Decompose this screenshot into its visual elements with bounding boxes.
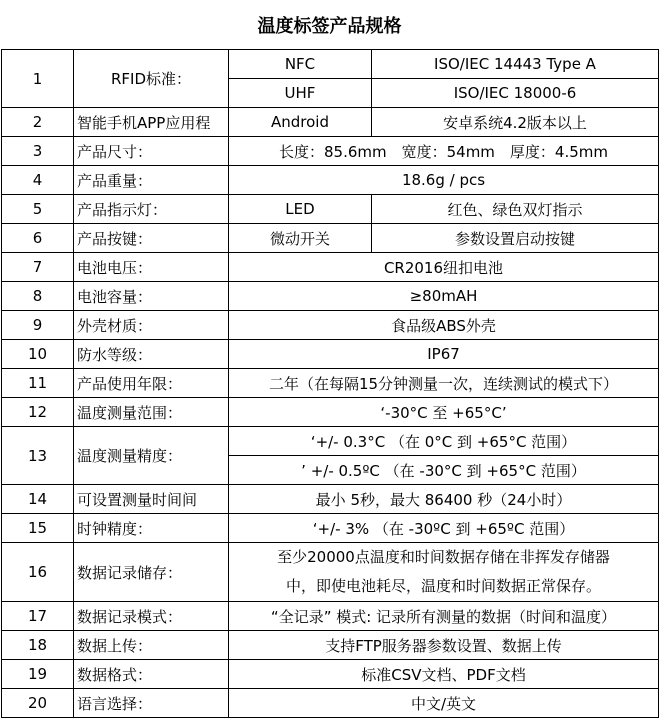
row-number: 7 — [2, 253, 74, 282]
row-label: 防水等级： — [74, 340, 229, 369]
row-type: NFC — [229, 50, 372, 79]
row-label: 产品按键： — [74, 224, 229, 253]
row-value: ‘-30°C 至 +65°C’ — [229, 398, 659, 427]
row-value: 18.6g / pcs — [229, 166, 659, 195]
row-label: 外壳材质： — [74, 311, 229, 340]
table-row — [2, 369, 659, 398]
row-number: 19 — [2, 660, 74, 689]
row-label: 温度测量范围： — [74, 398, 229, 427]
row-value: 二年（在每隔15分钟测量一次，连续测试的模式下） — [229, 369, 659, 398]
row-number: 16 — [2, 543, 74, 602]
table-row — [2, 514, 659, 543]
row-value: IP67 — [229, 340, 659, 369]
row-number: 1 — [2, 50, 74, 108]
table-row — [2, 602, 659, 631]
row-value: “全记录” 模式: 记录所有测量的数据（时间和温度） — [229, 602, 659, 631]
table-row — [2, 50, 659, 79]
row-value: 安卓系统4.2版本以上 — [372, 108, 659, 137]
row-value: 最小 5秒，最大 86400 秒（24小时） — [229, 485, 659, 514]
table-row — [2, 340, 659, 369]
row-label: 智能手机APP应用程 — [74, 108, 229, 137]
row-value-line: 至少20000点温度和时间数据存储在非挥发存储器 — [277, 548, 610, 566]
table-row — [2, 485, 659, 514]
row-value: 红色、绿色双灯指示 — [372, 195, 659, 224]
row-value: 支持FTP服务器参数设置、数据上传 — [229, 631, 659, 660]
row-value: 参数设置启动按键 — [372, 224, 659, 253]
row-value: CR2016纽扣电池 — [229, 253, 659, 282]
row-value — [229, 543, 659, 602]
row-type: 微动开关 — [229, 224, 372, 253]
table-row — [2, 543, 659, 602]
row-label: 电池电压： — [74, 253, 229, 282]
table-row — [2, 253, 659, 282]
row-label: 语言选择： — [74, 689, 229, 718]
spec-table — [1, 49, 659, 718]
row-label: RFID标准： — [74, 50, 229, 108]
row-number: 6 — [2, 224, 74, 253]
row-value: 中文/英文 — [229, 689, 659, 718]
row-type: UHF — [229, 79, 372, 108]
row-label: 产品尺寸： — [74, 137, 229, 166]
row-label: 产品使用年限： — [74, 369, 229, 398]
table-row — [2, 311, 659, 340]
row-value: ’ +/- 0.5ºC （在 -30°C 到 +65°C 范围） — [229, 456, 659, 485]
row-value: 长度：85.6mm 宽度：54mm 厚度：4.5mm — [229, 137, 659, 166]
row-label: 可设置测量时间间 — [74, 485, 229, 514]
row-number: 14 — [2, 485, 74, 514]
row-value: ISO/IEC 18000-6 — [372, 79, 659, 108]
row-number: 3 — [2, 137, 74, 166]
row-number: 10 — [2, 340, 74, 369]
row-number: 8 — [2, 282, 74, 311]
table-row — [2, 282, 659, 311]
row-value: 标准CSV文档、PDF文档 — [229, 660, 659, 689]
row-number: 11 — [2, 369, 74, 398]
row-number: 12 — [2, 398, 74, 427]
row-label: 时钟精度： — [74, 514, 229, 543]
table-row — [2, 427, 659, 456]
row-label: 温度测量精度： — [74, 427, 229, 485]
row-number: 2 — [2, 108, 74, 137]
row-number: 4 — [2, 166, 74, 195]
table-row — [2, 660, 659, 689]
row-label: 电池容量： — [74, 282, 229, 311]
row-label: 产品重量： — [74, 166, 229, 195]
row-label: 产品指示灯： — [74, 195, 229, 224]
row-number: 9 — [2, 311, 74, 340]
table-row — [2, 108, 659, 137]
table-row — [2, 137, 659, 166]
table-row — [2, 224, 659, 253]
table-row — [2, 166, 659, 195]
row-number: 13 — [2, 427, 74, 485]
row-number: 18 — [2, 631, 74, 660]
table-row — [2, 398, 659, 427]
page-title: 温度标签产品规格 — [257, 16, 402, 37]
row-value: 食品级ABS外壳 — [229, 311, 659, 340]
row-label: 数据格式： — [74, 660, 229, 689]
row-number: 15 — [2, 514, 74, 543]
table-row — [2, 195, 659, 224]
row-number: 5 — [2, 195, 74, 224]
row-type: Android — [229, 108, 372, 137]
row-value: ISO/IEC 14443 Type A — [372, 50, 659, 79]
row-label: 数据记录储存： — [74, 543, 229, 602]
row-value: ‘+/- 0.3°C （在 0°C 到 +65°C 范围） — [229, 427, 659, 456]
row-number: 17 — [2, 602, 74, 631]
row-value: ≥80mAH — [229, 282, 659, 311]
row-value: ‘+/- 3% （在 -30ºC 到 +65ºC 范围） — [229, 514, 659, 543]
table-row — [2, 631, 659, 660]
row-type: LED — [229, 195, 372, 224]
row-number: 20 — [2, 689, 74, 718]
row-label: 数据上传： — [74, 631, 229, 660]
row-label: 数据记录模式： — [74, 602, 229, 631]
row-value-line: 中，即使电池耗尽，温度和时间数据正常保存。 — [285, 577, 601, 595]
table-row — [2, 689, 659, 718]
